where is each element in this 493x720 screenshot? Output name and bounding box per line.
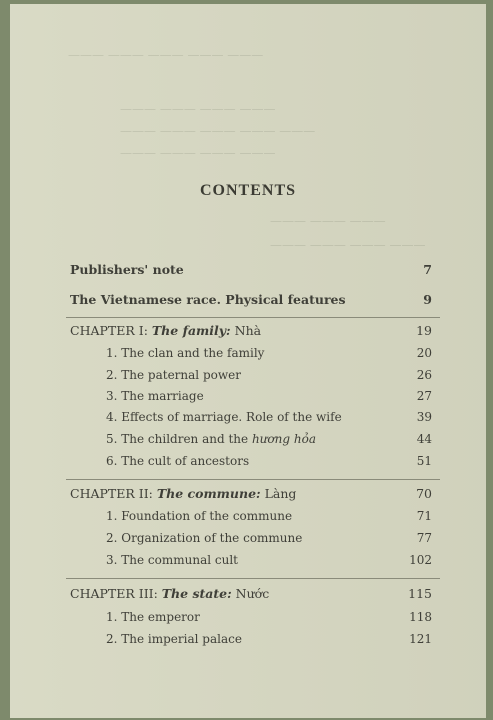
toc-item-page: 102 <box>409 553 432 567</box>
toc-item-page: 51 <box>416 454 432 468</box>
page-title: CONTENTS <box>199 182 297 199</box>
toc-item-label: 1. Foundation of the commune <box>106 509 293 523</box>
chapter-prefix: CHAPTER I: <box>70 323 152 338</box>
toc-item-label: 2. Organization of the commune <box>106 531 303 545</box>
chapter-native-title: Làng <box>260 486 297 501</box>
toc-item <box>106 346 432 364</box>
toc-item-label: 1. The clan and the family <box>106 346 265 360</box>
show-through-text: ——— ——— ——— ——— ——— <box>68 48 264 62</box>
toc-item-label: 2. The paternal power <box>106 368 241 382</box>
chapter-page: 70 <box>416 486 432 501</box>
toc-entry <box>70 292 432 310</box>
toc-entry-label: Publishers' note <box>70 262 184 277</box>
chapter-prefix: CHAPTER II: <box>70 486 157 501</box>
toc-item <box>106 368 432 386</box>
section-divider <box>66 317 440 318</box>
toc-item-page: 20 <box>416 346 432 360</box>
show-through-text: ——— ——— ——— ——— <box>270 238 426 252</box>
toc-item-label: 6. The cult of ancestors <box>106 454 250 468</box>
toc-item-label: 3. The communal cult <box>106 553 238 567</box>
chapter-title: The state: <box>161 586 232 601</box>
toc-item <box>106 432 432 450</box>
toc-item <box>106 509 432 527</box>
toc-item-page: 121 <box>409 632 432 646</box>
toc-item-term: hương hỏa <box>251 432 316 446</box>
chapter-heading <box>70 323 432 341</box>
toc-item-label: 1. The emperor <box>106 610 200 624</box>
chapter-title: The commune: <box>156 486 261 501</box>
toc-item-page: 77 <box>416 531 432 545</box>
toc-item-label: 3. The marriage <box>106 389 204 403</box>
toc-item <box>106 410 432 428</box>
toc-item-page: 27 <box>416 389 432 403</box>
chapter-native-title: Nước <box>231 586 270 601</box>
section-divider <box>66 479 440 480</box>
chapter-native-title: Nhà <box>230 323 262 338</box>
toc-item-page: 39 <box>416 410 432 424</box>
book-page <box>10 4 486 718</box>
chapter-page: 19 <box>416 323 432 338</box>
chapter-heading <box>70 586 432 604</box>
toc-item <box>106 389 432 407</box>
section-divider <box>66 578 440 579</box>
toc-item-label: 2. The imperial palace <box>106 632 242 646</box>
toc-item-page: 26 <box>416 368 432 382</box>
toc-item-page: 44 <box>416 432 432 446</box>
toc-item-label: 5. The children and the <box>106 432 252 446</box>
toc-entry-label: The Vietnamese race. Physical features <box>70 292 346 307</box>
toc-item <box>106 454 432 472</box>
chapter-prefix: CHAPTER III: <box>70 586 162 601</box>
toc-item <box>106 553 432 571</box>
toc-item-label: 4. Effects of marriage. Role of the wife <box>106 410 342 424</box>
toc-item <box>106 632 432 650</box>
show-through-text: ——— ——— ——— ——— <box>120 146 276 160</box>
toc-entry-page: 9 <box>423 292 432 307</box>
show-through-text: ——— ——— ——— ——— ——— <box>120 124 316 138</box>
toc-item-page: 71 <box>416 509 432 523</box>
toc-item <box>106 531 432 549</box>
chapter-heading <box>70 486 432 504</box>
toc-item <box>106 610 432 628</box>
chapter-page: 115 <box>408 586 432 601</box>
show-through-text: ——— ——— ——— ——— <box>120 102 276 116</box>
toc-entry <box>70 262 432 280</box>
toc-entry-page: 7 <box>423 262 432 277</box>
chapter-title: The family: <box>151 323 231 338</box>
toc-item-page: 118 <box>409 610 432 624</box>
show-through-text: ——— ——— ——— <box>270 214 386 228</box>
